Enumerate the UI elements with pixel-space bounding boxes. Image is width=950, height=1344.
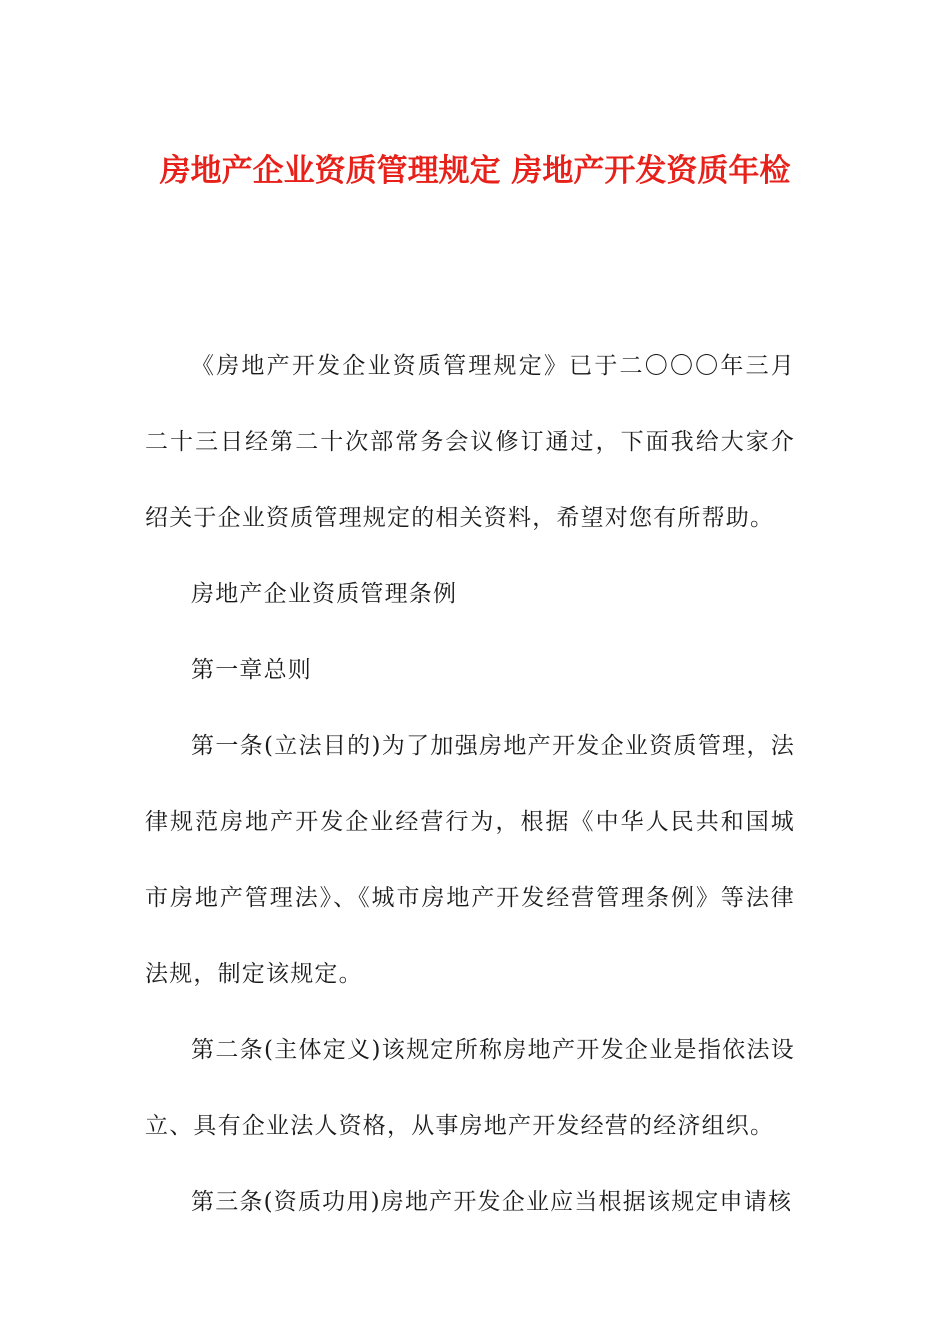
paragraph-article-2: 第二条(主体定义)该规定所称房地产开发企业是指依法设立、具有企业法人资格，从事房地产开发经营的经济组织。	[145, 1037, 795, 1139]
document-title: 房地产企业资质管理规定 房地产开发资质年检	[159, 153, 791, 189]
paragraph-regulation-heading: 房地产企业资质管理条例	[191, 581, 458, 607]
paragraph-intro: 《房地产开发企业资质管理规定》已于二〇〇〇年三月二十三日经第二十次部常务会议修订通过，下面我给大家介绍关于企业资质管理规定的相关资料，希望对您有所帮助。	[145, 353, 795, 531]
document-body	[145, 328, 795, 1240]
paragraph-article-3: 第三条(资质功用)房地产开发企业应当根据该规定申请核	[191, 1189, 793, 1215]
paragraph-article-1: 第一条(立法目的)为了加强房地产开发企业资质管理，法律规范房地产开发企业经营行为，根据《中华人民共和国城市房地产管理法》、《城市房地产开发经营管理条例》等法律法规，制定该规定。	[145, 733, 795, 987]
paragraph-chapter-heading: 第一章总则	[191, 657, 312, 683]
